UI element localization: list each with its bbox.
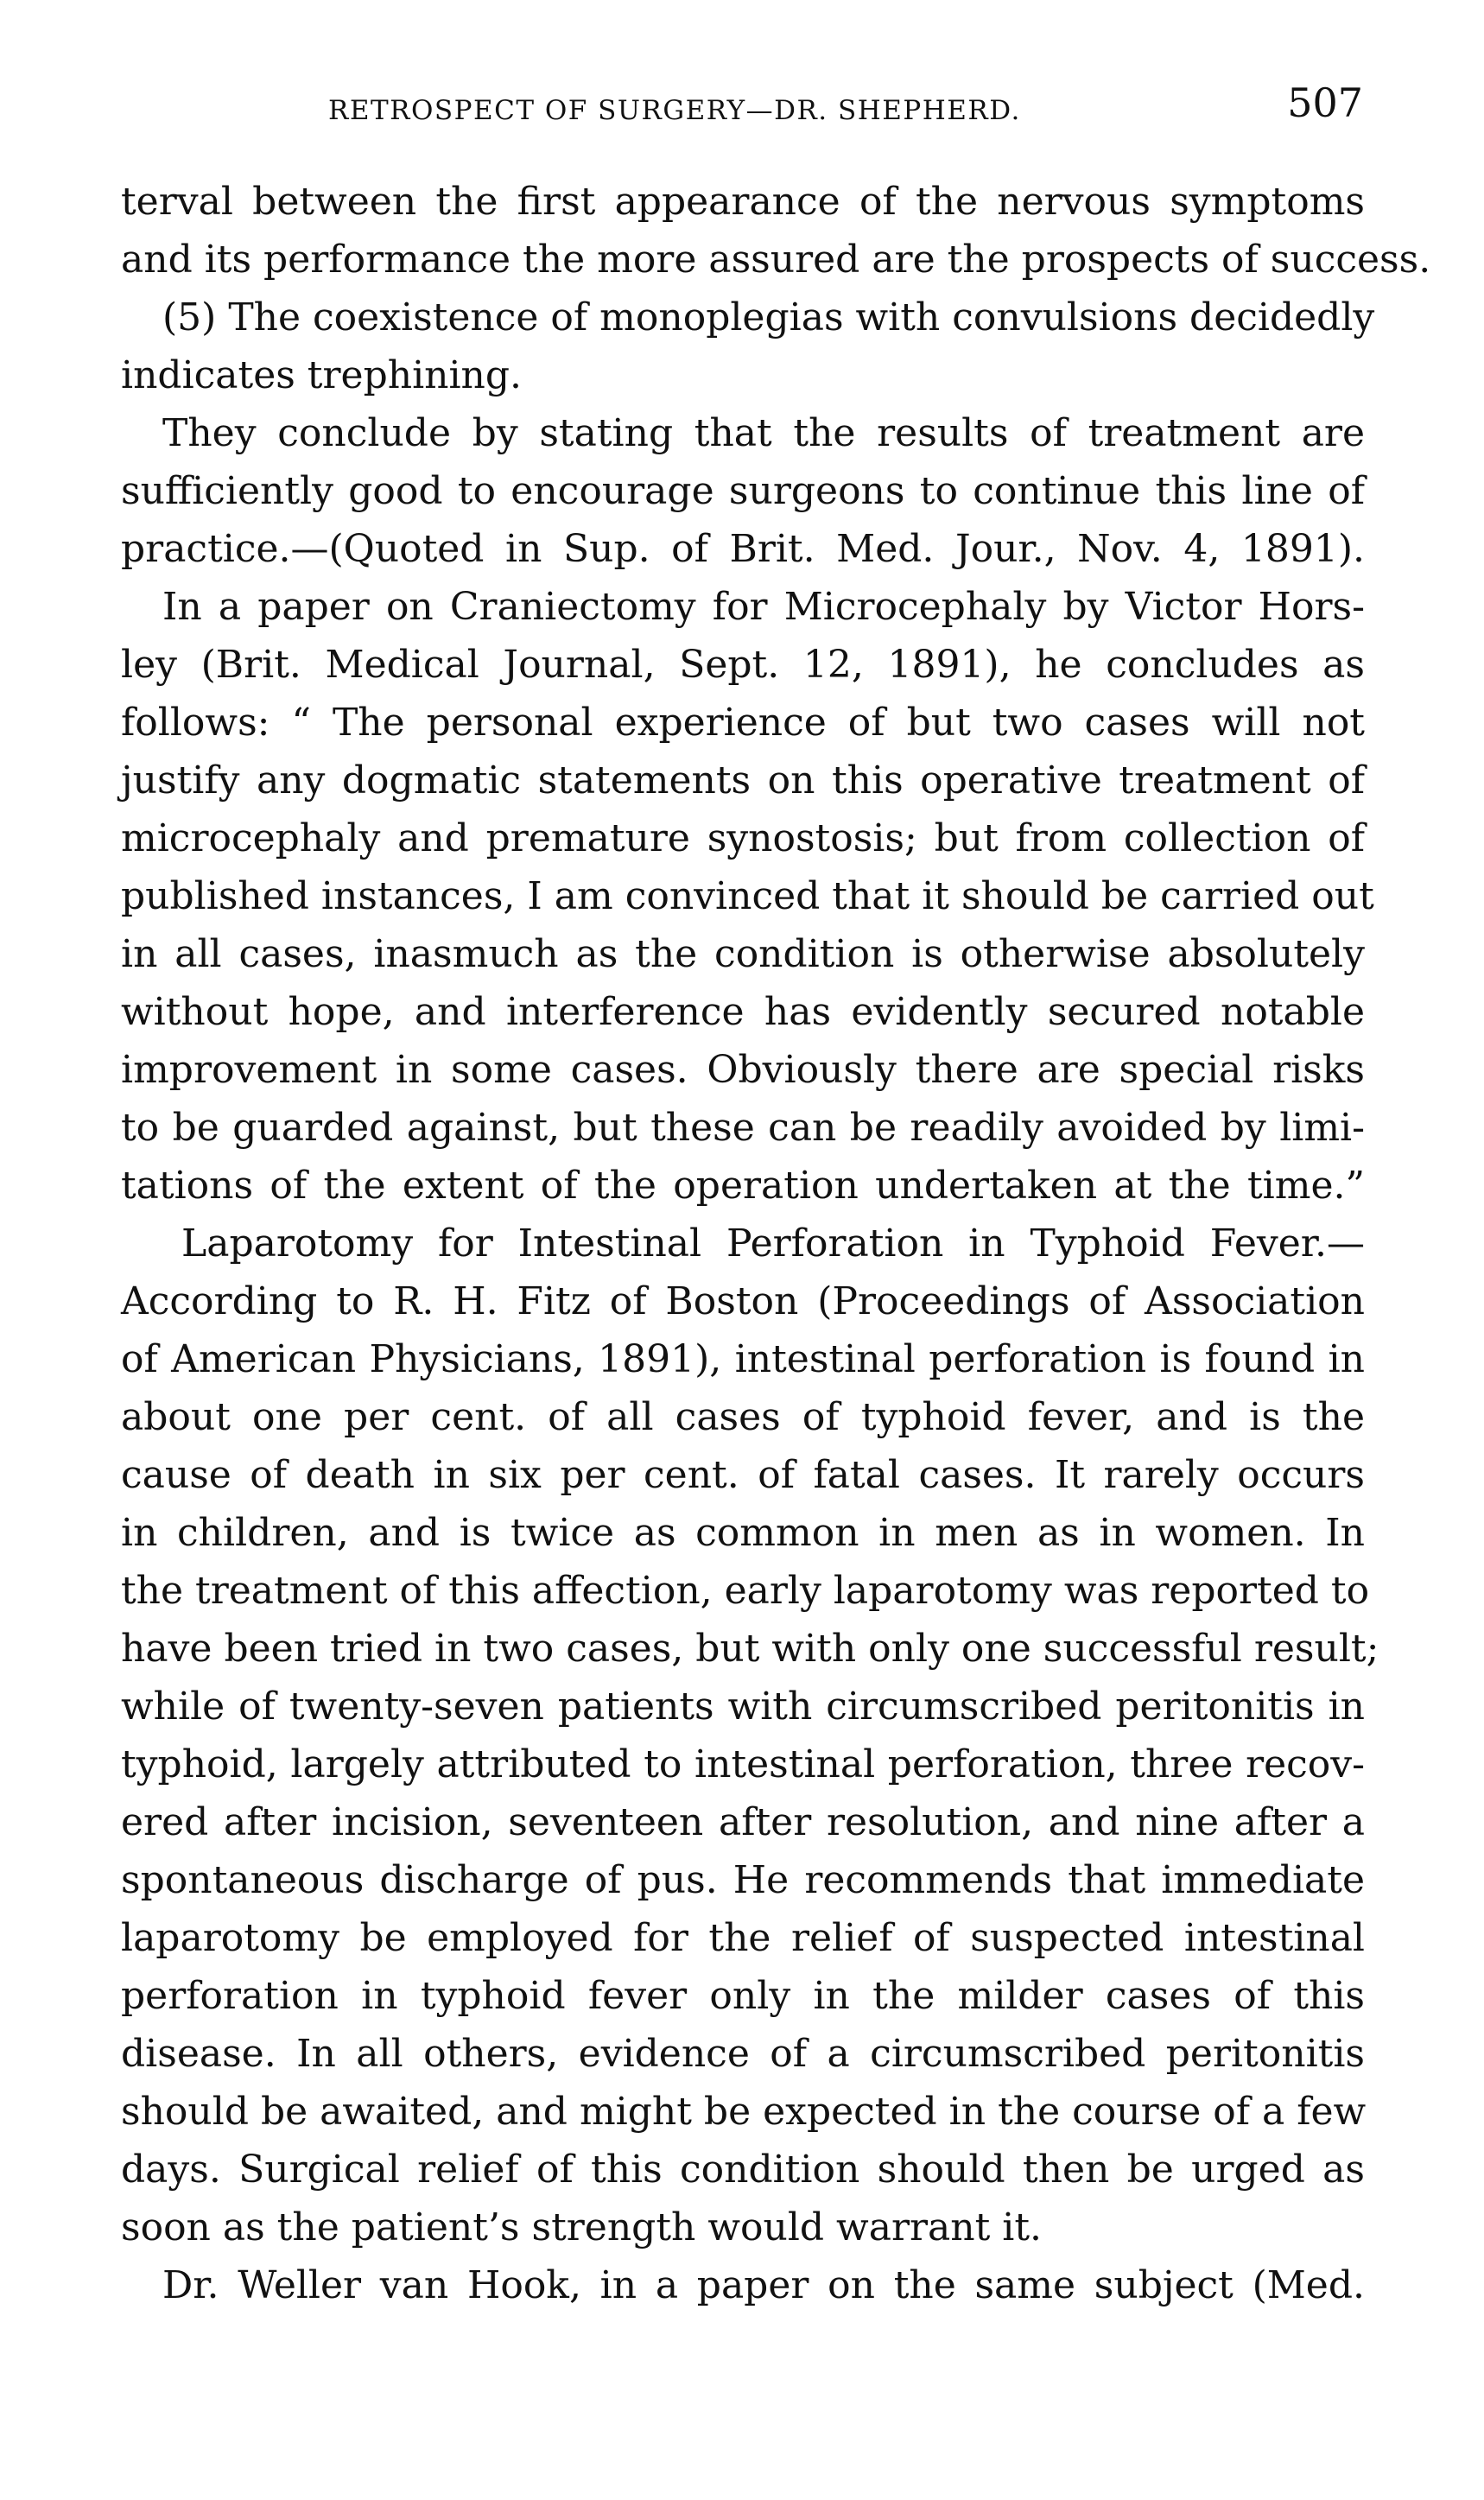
text-line: ered after incision, seventeen after resolution, and nine after a <box>121 1800 1365 1844</box>
running-head <box>121 79 1363 140</box>
page-number: 507 <box>1287 79 1363 126</box>
running-title: RETROSPECT OF SURGERY—DR. SHEPHERD. <box>328 95 1021 126</box>
text-line: According to R. H. Fitz of Boston (Proceedings of Association <box>121 1279 1365 1323</box>
paragraph-start-line: (5) The coexistence of monoplegias with convulsions decidedly <box>162 295 1375 339</box>
text-line: terval between the first appearance of the nervous symptoms <box>121 180 1365 224</box>
text-line: days. Surgical relief of this condition should then be urged as <box>121 2148 1365 2192</box>
section-heading-line: Laparotomy for Intestinal Perforation in Typhoid Fever.— <box>181 1221 1365 1266</box>
text-line: cause of death in six per cent. of fatal cases. It rarely occurs <box>121 1453 1365 1497</box>
text-line: the treatment of this affection, early laparotomy was reported to <box>121 1569 1370 1613</box>
text-line: soon as the patient’s strength would warrant it. <box>121 2205 1042 2249</box>
paragraph-start-line: In a paper on Craniectomy for Microcephaly by Victor Hors- <box>162 585 1365 629</box>
text-line: disease. In all others, evidence of a circumscribed peritonitis <box>121 2032 1365 2076</box>
text-line: while of twenty-seven patients with circumscribed peritonitis in <box>121 1685 1365 1729</box>
text-line: have been tried in two cases, but with only one successful result; <box>121 1627 1379 1671</box>
text-line: and its performance the more assured are the prospects of success. <box>121 238 1431 282</box>
text-line: about one per cent. of all cases of typhoid fever, and is the <box>121 1395 1365 1439</box>
text-line: in all cases, inasmuch as the condition is otherwise absolutely <box>121 932 1365 976</box>
text-line: without hope, and interference has evidently secured notable <box>121 990 1365 1034</box>
text-line: tations of the extent of the operation undertaken at the time.” <box>121 1164 1365 1208</box>
text-line: should be awaited, and might be expected in the course of a few <box>121 2090 1367 2134</box>
text-line: ley (Brit. Medical Journal, Sept. 12, 1891), he concludes as <box>121 643 1365 687</box>
text-line: spontaneous discharge of pus. He recommends that immediate <box>121 1858 1365 1902</box>
text-line: sufficiently good to encourage surgeons to continue this line of <box>121 469 1365 513</box>
text-line: justify any dogmatic statements on this operative treatment of <box>121 758 1365 803</box>
text-line: perforation in typhoid fever only in the milder cases of this <box>121 1974 1365 2018</box>
paragraph-start-line: They conclude by stating that the results of treatment are <box>162 411 1365 455</box>
text-line: to be guarded against, but these can be readily avoided by limi- <box>121 1106 1365 1150</box>
text-line: follows: “ The personal experience of but two cases will not <box>121 701 1365 745</box>
body-text <box>121 173 1431 2314</box>
text-line: practice.—(Quoted in Sup. of Brit. Med. Jour., Nov. 4, 1891). <box>121 527 1365 571</box>
text-line: published instances, I am convinced that it should be carried out <box>121 874 1374 918</box>
text-line: indicates trephining. <box>121 353 523 397</box>
text-line: typhoid, largely attributed to intestinal perforation, three recov- <box>121 1742 1365 1786</box>
paragraph-start-line: Dr. Weller van Hook, in a paper on the same subject (Med. <box>162 2263 1365 2307</box>
text-line: improvement in some cases. Obviously there are special risks <box>121 1048 1365 1092</box>
text-line: in children, and is twice as common in men as in women. In <box>121 1511 1365 1555</box>
text-line: laparotomy be employed for the relief of suspected intestinal <box>121 1916 1365 1960</box>
text-line: of American Physicians, 1891), intestinal perforation is found in <box>121 1337 1365 1381</box>
text-line: microcephaly and premature synostosis; but from collection of <box>121 816 1365 860</box>
